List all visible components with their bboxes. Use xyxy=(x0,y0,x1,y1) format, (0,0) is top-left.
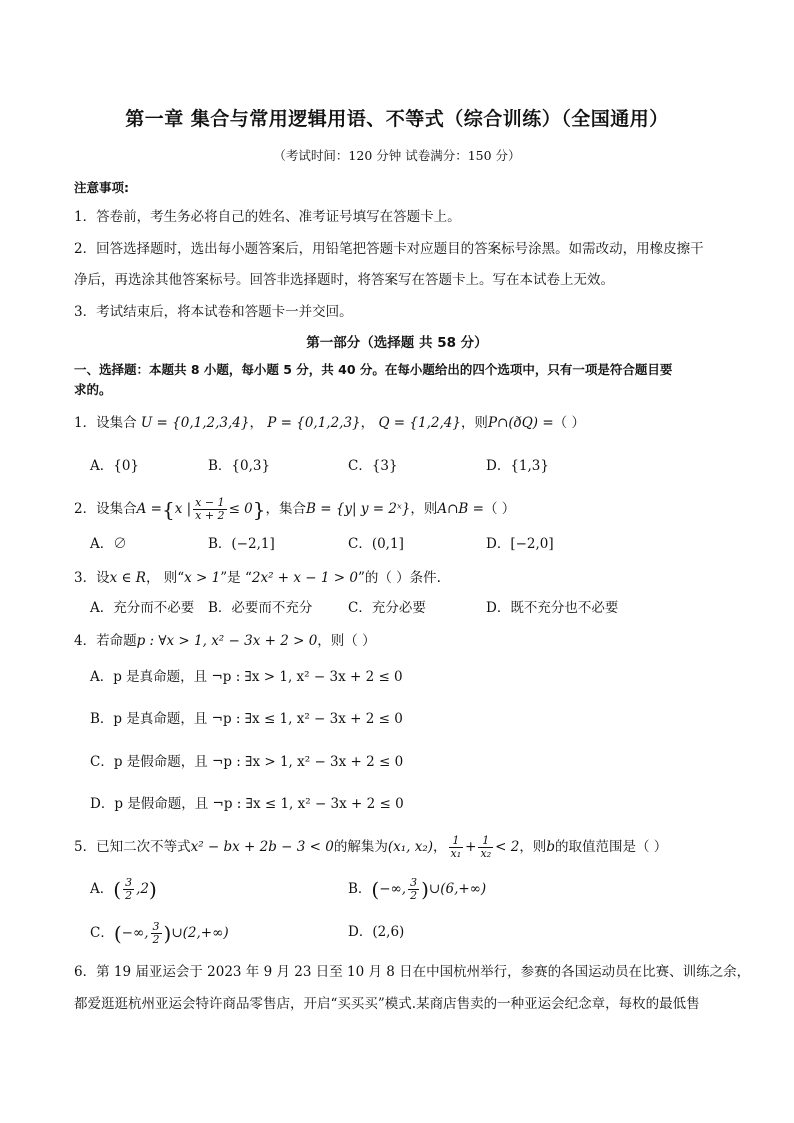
q2-option-b: B．(−2,1] xyxy=(208,536,275,552)
q5-fraction-1: $\frac{1}{\text{x₁}}$ xyxy=(450,834,462,860)
notice-item-2-cont: 净后，再选涂其他答案标号。回答非选择题时，将答案写在答题卡上。写在本试卷上无效。 xyxy=(74,272,614,288)
q3-option-b: B．必要而不充分 xyxy=(208,600,313,616)
q5-option-c: C．(−∞, $\frac{3}{2}$ )∪(2,+∞) xyxy=(90,920,229,946)
q3-option-a: A．充分而不必要 xyxy=(90,600,195,616)
q1-option-c: C．{3} xyxy=(348,458,398,474)
q2-fraction: $\frac{x - 1}{x + 2}$ xyxy=(195,496,225,522)
notice-heading: 注意事项: xyxy=(74,180,129,195)
notice-item-2: 2．回答选择题时，选出每小题答案后，用铅笔把答题卡对应题目的答案标号涂黑。如需改动，用橡皮擦干 xyxy=(74,241,704,257)
notice-item-1: 1．答卷前，考生务必将自己的姓名、准考证号填写在答题卡上。 xyxy=(74,209,461,225)
q1-option-a: A．{0} xyxy=(90,458,140,474)
q4-option-c: C．p 是假命题，且 ¬p : ∃x > 1, x² − 3x + 2 ≤ 0 xyxy=(90,754,404,770)
q5-option-a: A．( $\frac{3}{2}$ ,2) xyxy=(90,876,157,902)
q4-option-b: B．p 是真命题，且 ¬p : ∃x ≤ 1, x² − 3x + 2 ≤ 0 xyxy=(90,711,403,727)
page-title: 第一章 集合与常用逻辑用语、不等式（综合训练）（全国通用） xyxy=(125,108,669,130)
q3-option-c: C．充分必要 xyxy=(348,600,426,616)
question-5: 5．已知二次不等式x² − bx + 2b − 3 < 0的解集为(x₁, x₂)， $\frac{1}{\text{x₁}}$ + $\frac{1}{\text{x₂}}$ < 2，则b的取值范围是（ ） xyxy=(74,834,668,860)
q1-option-d: D．{1,3} xyxy=(486,458,549,474)
q5-fraction-2: $\frac{1}{\text{x₂}}$ xyxy=(480,834,492,860)
question-4: 4．若命题p : ∀x > 1, x² − 3x + 2 > 0，则（ ） xyxy=(74,633,376,649)
exam-info: （考试时间：120 分钟 试卷满分：150 分） xyxy=(273,148,521,163)
question-6-cont: 都爱逛逛杭州亚运会特许商品零售店，开启“买买买”模式.某商店售卖的一种亚运会纪念章，每枚的最低售 xyxy=(74,996,700,1012)
section-title: 第一部分（选择题 共 58 分） xyxy=(306,335,488,351)
q1-option-b: B．{0,3} xyxy=(208,458,271,474)
question-3: 3．设x ∈ R， 则“x > 1”是 “2x² + x − 1 > 0”的（ ）条件. xyxy=(74,570,441,586)
q5-option-b: B．(−∞, $\frac{3}{2}$ )∪(6,+∞) xyxy=(348,876,487,902)
q2-option-c: C．(0,1] xyxy=(348,536,404,552)
question-6: 6．第 19 届亚运会于 2023 年 9 月 23 日至 10 月 8 日在中国杭州举行，参赛的各国运动员在比赛、训练之余， xyxy=(74,964,751,980)
notice-item-3: 3．考试结束后，将本试卷和答题卡一并交回。 xyxy=(74,304,353,320)
q4-option-a: A．p 是真命题，且 ¬p : ∃x > 1, x² − 3x + 2 ≤ 0 xyxy=(90,669,403,685)
question-1: 1．设集合 U = {0,1,2,3,4}， P = {0,1,2,3}， Q = {1,2,4}，则P∩(ðQ) =（ ） xyxy=(74,415,585,431)
q2-option-d: D．[−2,0] xyxy=(486,536,554,552)
question-2: 2．设集合A ={x | $\frac{x - 1}{x + 2}$ ≤ 0}，集合B = {y| y = 2ˣ}，则A∩B =（ ） xyxy=(74,496,516,522)
section-instructions: 一、选择题：本题共 8 小题，每小题 5 分，共 40 分。在每小题给出的四个选项中，只有一项是符合题目要 xyxy=(74,362,673,377)
q4-option-d: D．p 是假命题，且 ¬p : ∃x ≤ 1, x² − 3x + 2 ≤ 0 xyxy=(90,796,404,812)
section-instructions-cont: 求的。 xyxy=(74,382,112,397)
q3-option-d: D．既不充分也不必要 xyxy=(486,600,619,616)
q2-option-a: A．∅ xyxy=(90,536,127,552)
q5-option-d: D．(2,6) xyxy=(348,924,405,940)
